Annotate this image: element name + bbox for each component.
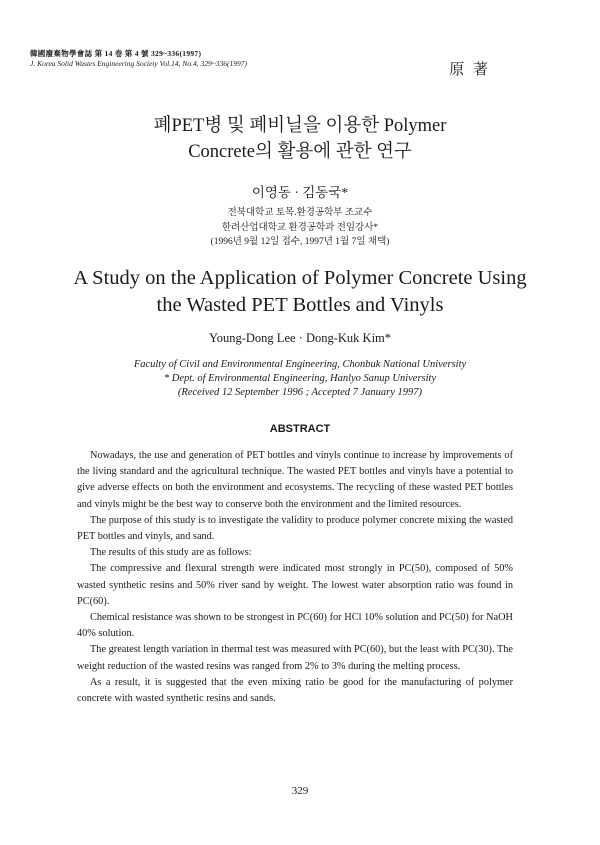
journal-name-english: J. Korea Solid Wastes Engineering Society Vol.14, No.4, 329~336(1997) (30, 59, 248, 68)
abstract-paragraph: The results of this study are as follows: (90, 547, 252, 559)
english-title-line-1: A Study on the Application of Polymer Concrete Using (73, 267, 527, 289)
korean-title (0, 113, 600, 165)
abstract-paragraph: The compressive and flexural strength were indicated most strongly in PC(50), composed of 50% wasted synthetic resins and 50% river sand by weight. The lowest water absorption ratio was found in PC(60). (77, 563, 513, 607)
korean-affiliations (0, 206, 600, 250)
english-title (0, 265, 600, 319)
page-number: 329 (291, 785, 309, 797)
english-affiliation-1: Faculty of Civil and Environmental Engineering, Chonbuk National University (133, 359, 467, 370)
abstract-paragraph: The greatest length variation in thermal test was measured with PC(60), but the least with PC(30). The weight reduction of the wasted resins was ranged from 2% to 3% during the melting process. (77, 644, 513, 672)
abstract-paragraph: As a result, it is suggested that the even mixing ratio be good for the manufacturing of polymer concrete with wasted synthetic resins and sands. (77, 676, 513, 705)
abstract-body (77, 448, 513, 707)
korean-title-line-2: Concrete의 활용에 관한 연구 (188, 142, 412, 162)
korean-authors: 이영동 · 김동국* (251, 185, 349, 200)
journal-name-korean: 韓國廢棄物學會誌 第 14 卷 第 4 號 329~336(1997) (30, 49, 202, 58)
english-authors: Young-Dong Lee · Dong-Kuk Kim* (208, 331, 392, 345)
english-title-line-2: the Wasted PET Bottles and Vinyls (156, 294, 444, 316)
korean-affiliation-2: 한려산업대학교 환경공학과 전임강사* (221, 222, 379, 233)
abstract-paragraph: The purpose of this study is to investigate the validity to produce polymer concrete mixing the wasted PET bottles and vinyls, and sand. (77, 514, 513, 543)
original-article-badge: 原 著 (449, 60, 490, 78)
korean-title-line-1: 폐PET병 및 폐비닐을 이용한 Polymer (153, 116, 447, 136)
journal-header (30, 49, 247, 69)
korean-affiliation-1: 전북대학교 토목.환경공학부 조교수 (227, 208, 373, 218)
korean-dates: (1996년 9월 12일 접수, 1997년 1월 7일 채택) (210, 237, 390, 247)
abstract-paragraph: Nowadays, the use and generation of PET bottles and vinyls continue to increase by improvements of the living standard and the agricultural technique. The wasted PET bottles and vinyls have a potential to give adverse effects on both the environment and ecosystems. The recycling of these wasted PET bottles and vinyls might be the best way to conserve both the environment and the limited resources. (77, 450, 513, 510)
abstract-heading: ABSTRACT (269, 423, 331, 435)
english-dates: (Received 12 September 1996 ; Accepted 7 January 1997) (177, 387, 423, 398)
english-affiliations (0, 358, 600, 400)
english-affiliation-2: * Dept. of Environmental Engineering, Hanlyo Sanup University (163, 373, 437, 384)
abstract-paragraph: Chemical resistance was shown to be strongest in PC(60) for HCl 10% solution and PC(50) for NaOH 40% solution. (77, 612, 513, 640)
